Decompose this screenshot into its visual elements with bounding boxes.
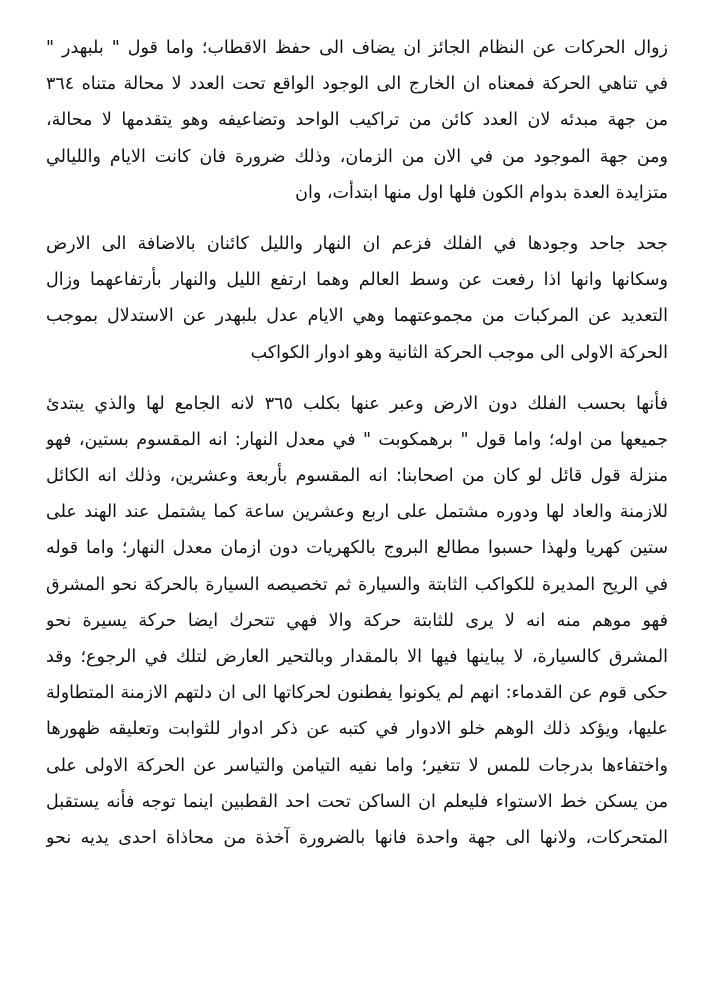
text-line: من جهة مبدئه لان العدد كائن من تراكيب الواحد وتضاعيفه وهو يتقدمها لا محالة، bbox=[46, 110, 668, 131]
paragraph bbox=[46, 30, 668, 211]
text-line: جحد جاحد وجودها في الفلك فزعم ان النهار والليل كائنان بالاضافة الى الارض bbox=[46, 233, 668, 254]
paragraph bbox=[46, 386, 668, 856]
text-line: جميعها من اوله؛ واما قول " برهمكوبت " في معدل النهار: انه المقسوم بستين، فهو bbox=[46, 429, 668, 450]
text-line: ومن جهة الموجود من في الان من الزمان، وذلك ضرورة فان كانت الايام والليالي bbox=[46, 146, 668, 167]
text-line: حكى قوم عن القدماء: انهم لم يكونوا يفطنون لحركاتها الى ان دلتهم الازمنة المتطاولة bbox=[46, 683, 668, 704]
text-line: زوال الحركات عن النظام الجائز ان يضاف الى حفظ الاقطاب؛ واما قول " بلبهدر " bbox=[46, 38, 668, 58]
text-line: من يسكن خط الاستواء فليعلم ان الساكن تحت احد القطبين اينما توجه فأنه يستقبل bbox=[46, 791, 668, 812]
text-line: فأنها بحسب الفلك دون الارض وعبر عنها بكلب ٣٦٥ لانه الجامع لها والذي يبتدئ bbox=[46, 393, 668, 414]
text-line: المشرق كالسيارة، لا يباينها فيها الا بالمقدار وبالتحير العارض لتلك في الرجوع؛ وقد bbox=[46, 647, 668, 667]
document-page bbox=[46, 30, 668, 871]
text-line: ستين كهريا ولهذا حسبوا مطالع البروج بالكهريات دون ازمان معدل النهار؛ واما قوله bbox=[46, 538, 668, 559]
text-line: المتحركات، ولانها الى جهة واحدة فانها بالضرورة آخذة من محاذاة احدى يديه نحو bbox=[46, 827, 668, 848]
text-line: وسكانها وانها اذا رفعت عن وسط العالم وهما ارتفع الليل والنهار بأرتفاعهما وزال bbox=[46, 270, 668, 291]
text-line: واختفاءها بدرجات للمس لا تتغير؛ واما نفيه التيامن والتياسر عن الحركة الاولى على bbox=[46, 755, 668, 776]
text-line: في تناهي الحركة فمعناه ان الخارج الى الوجود الواقع تحت العدد لا محالة متناه ٣٦٤ bbox=[46, 74, 668, 95]
text-line: في الريح المديرة للكواكب الثابتة والسيارة ثم تخصيصه السيارة بالحركة نحو المشرق bbox=[46, 574, 668, 595]
text-line: التعديد عن المركبات من مجموعتهما وهي الايام عدل بلبهدر عن الاستدلال بموجب bbox=[46, 306, 668, 327]
text-line: فهو موهم منه انه لا يرى للثابتة حركة والا فهي تتحرك ايضا حركة يسيرة نحو bbox=[46, 610, 668, 631]
text-line: منزلة قول قائل لو كان من اصحابنا: انه المقسوم بأربعة وعشرين، وذلك انه الكائل bbox=[46, 466, 668, 487]
text-line: الحركة الاولى الى موجب الحركة الثانية وهو ادوار الكواكب bbox=[250, 342, 668, 363]
text-line: للازمنة والعاد لها ودوره مشتمل على اربع وعشرين ساعة كما يشتمل عند الهند على bbox=[46, 502, 668, 523]
text-line: متزايدة العدة بدوام الكون فلها اول منها ابتدأت، وان bbox=[295, 182, 668, 203]
paragraph bbox=[46, 226, 668, 371]
text-line: عليها، ويؤكد ذلك الوهم خلو الادوار في كتبه عن ذكر ادوار للثوابت وتعليقه ظهورها bbox=[46, 719, 668, 740]
